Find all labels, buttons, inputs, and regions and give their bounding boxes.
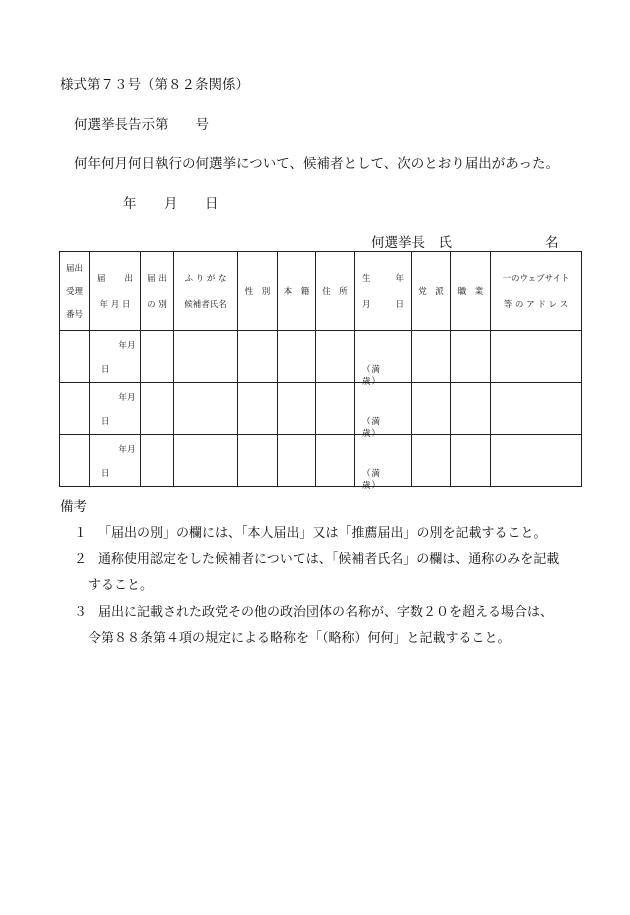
header-filing-date-bottom: 年 月 日	[99, 300, 131, 311]
remark-text-continued: すること。	[88, 578, 154, 593]
remark-number: ２	[74, 552, 88, 567]
cell-filing-date[interactable]	[90, 383, 141, 435]
official-title: 何選挙長 氏	[371, 235, 452, 251]
cell-website[interactable]	[491, 331, 582, 383]
header-receipt-no	[60, 252, 90, 331]
header-candidate-name: 候補者氏名	[184, 300, 227, 311]
cell-filing-type[interactable]	[141, 383, 174, 435]
cell-filing-type[interactable]	[141, 435, 174, 487]
header-gender-label: 性 別	[244, 287, 271, 297]
date-year-label: 年	[123, 196, 137, 212]
table-row	[60, 435, 582, 487]
table-row	[60, 383, 582, 435]
header-website-line2: 等 の ア ド レ ス	[503, 300, 569, 311]
cell-occupation[interactable]	[451, 435, 491, 487]
cell-gender[interactable]	[238, 331, 278, 383]
header-birth-top-left: 生	[362, 273, 371, 284]
header-website	[491, 252, 582, 331]
cell-filing-type[interactable]	[141, 331, 174, 383]
cell-birth[interactable]	[355, 383, 412, 439]
cell-receipt-no[interactable]	[60, 435, 90, 487]
header-filing-type	[141, 252, 174, 331]
header-domicile-label: 本 籍	[283, 287, 310, 297]
cell-website[interactable]	[491, 383, 582, 435]
table-header-row	[60, 252, 582, 331]
remarks-heading: 備考	[60, 499, 87, 515]
cell-occupation[interactable]	[451, 383, 491, 435]
cell-address[interactable]	[316, 331, 355, 383]
header-party	[412, 252, 451, 331]
header-birth	[355, 252, 412, 331]
filing-date-day: 日	[101, 365, 110, 375]
header-address-label: 住 所	[322, 287, 348, 297]
header-filing-date-top-left: 届	[97, 273, 106, 284]
header-party-label: 党 派	[418, 287, 444, 297]
header-filing-type-line2: の 別	[147, 300, 167, 311]
notice-body: 何年何月何日執行の何選挙について、候補者として、次のとおり届出があった。	[74, 156, 560, 172]
cell-party[interactable]	[412, 435, 451, 487]
cell-receipt-no[interactable]	[60, 331, 90, 383]
header-birth-bottom-left: 月	[362, 300, 371, 311]
remark-text: 通称使用認定をした候補者については、「候補者氏名」の欄は、通称のみを記載	[98, 552, 560, 567]
header-website-line1: 一のウェブサイト	[502, 273, 570, 284]
age-label: （満 歳）	[362, 417, 401, 439]
name-suffix: 名	[545, 235, 559, 251]
age-label: （満 歳）	[362, 365, 401, 387]
cell-domicile[interactable]	[278, 435, 316, 487]
cell-birth[interactable]	[355, 435, 412, 491]
header-occupation-label: 職 業	[457, 287, 484, 297]
header-filing-type-line1: 届 出	[147, 273, 167, 284]
cell-party[interactable]	[412, 383, 451, 435]
filing-date-year-month: 年月	[118, 393, 136, 403]
cell-receipt-no[interactable]	[60, 383, 90, 435]
header-address	[316, 252, 355, 331]
header-birth-bottom-right: 日	[395, 300, 404, 311]
filing-date-year-month: 年月	[118, 445, 136, 455]
header-receipt-line2: 受理	[65, 286, 83, 297]
cell-party[interactable]	[412, 331, 451, 383]
cell-candidate-name[interactable]	[174, 435, 238, 487]
remark-text-continued: 令第８８条第４項の規定による略称を「（略称）何何」と記載すること。	[88, 631, 511, 646]
cell-address[interactable]	[316, 383, 355, 435]
remark-number: １	[74, 526, 88, 541]
filing-date-year-month: 年月	[118, 341, 136, 351]
cell-gender[interactable]	[238, 435, 278, 487]
cell-candidate-name[interactable]	[174, 331, 238, 383]
header-occupation	[451, 252, 491, 331]
header-name	[174, 252, 238, 331]
age-label: （満 歳）	[362, 469, 401, 491]
header-furigana: ふ り が な	[184, 273, 227, 284]
cell-website[interactable]	[491, 435, 582, 487]
header-birth-top-right: 年	[395, 273, 404, 284]
cell-birth[interactable]	[355, 331, 412, 387]
header-filing-date	[90, 252, 141, 331]
header-receipt-line1: 届出	[65, 264, 83, 275]
cell-domicile[interactable]	[278, 383, 316, 435]
cell-domicile[interactable]	[278, 331, 316, 383]
form-number: 様式第７３号（第８２条関係）	[60, 77, 249, 93]
date-month-label: 月	[164, 196, 178, 212]
notice-title: 何選挙長告示第 号	[74, 117, 209, 133]
cell-address[interactable]	[316, 435, 355, 487]
cell-filing-date[interactable]	[90, 331, 141, 383]
cell-gender[interactable]	[238, 383, 278, 435]
cell-filing-date[interactable]	[90, 435, 141, 487]
candidate-table	[59, 251, 582, 491]
remark-number: ３	[74, 605, 88, 620]
header-gender	[238, 252, 278, 331]
date-day-label: 日	[205, 196, 219, 212]
filing-date-day: 日	[101, 417, 110, 427]
remark-text: 「届出の別」の欄には、「本人届出」又は「推薦届出」の別を記載すること。	[98, 526, 547, 541]
header-receipt-line3: 番号	[65, 309, 83, 320]
header-domicile	[278, 252, 316, 331]
cell-candidate-name[interactable]	[174, 383, 238, 435]
filing-date-day: 日	[101, 469, 110, 479]
header-filing-date-top-right: 出	[124, 273, 133, 284]
cell-occupation[interactable]	[451, 331, 491, 383]
remark-text: 届出に記載された政党その他の政治団体の名称が、字数２０を超える場合は、	[98, 605, 554, 620]
table-row	[60, 331, 582, 383]
